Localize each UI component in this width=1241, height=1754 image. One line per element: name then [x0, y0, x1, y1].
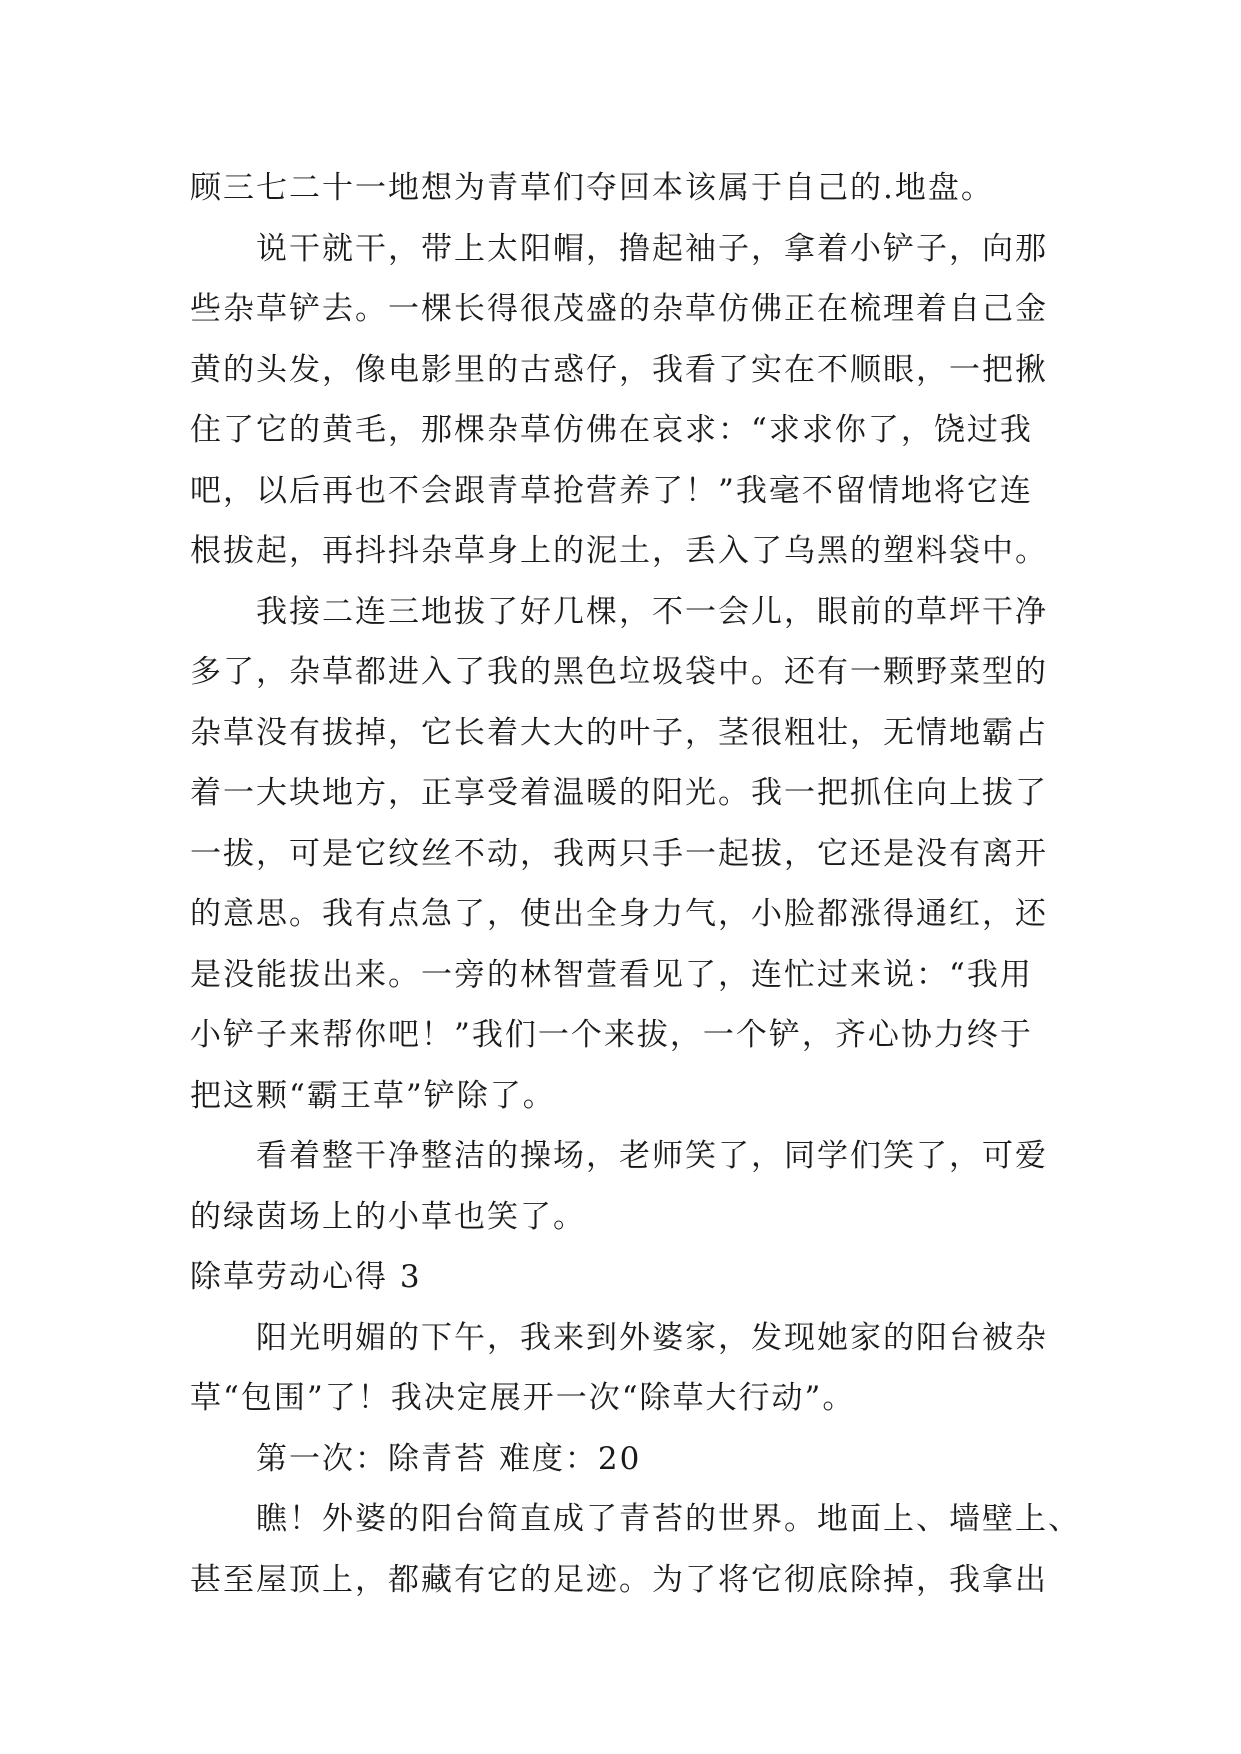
text-line: 黄的头发，像电影里的古惑仔，我看了实在不顺眼，一把揪 [190, 351, 1048, 388]
text-line: 住了它的黄毛，那棵杂草仿佛在哀求：“求求你了，饶过我 [190, 412, 1033, 448]
text-line: 的绿茵场上的小草也笑了。 [190, 1198, 586, 1235]
section-heading: 除草劳动心得 3 [190, 1259, 422, 1295]
text-line: 把这颗“霸王草”铲除了。 [190, 1077, 556, 1114]
text-line: 吧，以后再也不会跟青草抢营养了！”我毫不留情地将它连 [190, 472, 1033, 509]
text-line: 顾三七二十一地想为青草们夺回本该属于自己的.地盘。 [190, 170, 994, 206]
paragraph-start-line: 我接二连三地拔了好几棵，不一会儿，眼前的草坪干净 [256, 593, 1048, 630]
text-line: 是没能拔出来。一旁的林智萱看见了，连忙过来说：“我用 [190, 956, 1033, 993]
text-line: 着一大块地方，正享受着温暖的阳光。我一把抓住向上拔了 [190, 775, 1048, 811]
text-line: 小铲子来帮你吧！”我们一个来拔，一个铲，齐心协力终于 [190, 1017, 1033, 1053]
subheading-line: 第一次：除青苔 难度：20 [256, 1440, 642, 1477]
body-text [190, 158, 1081, 1610]
text-line: 一拔，可是它纹丝不动，我两只手一起拔，它还是没有离开 [190, 835, 1048, 872]
text-line: 杂草没有拔掉，它长着大大的叶子，茎很粗壮，无情地霸占 [190, 714, 1048, 751]
text-line: 草“包围”了！我决定展开一次“除草大行动”。 [190, 1380, 856, 1416]
text-line: 的意思。我有点急了，使出全身力气，小脸都涨得通红，还 [190, 896, 1048, 932]
text-line: 些杂草铲去。一棵长得很茂盛的杂草仿佛正在梳理着自己金 [190, 291, 1048, 327]
text-line: 多了，杂草都进入了我的黑色垃圾袋中。还有一颗野菜型的 [190, 654, 1048, 690]
paragraph-start-line: 瞧！外婆的阳台简直成了青苔的世界。地面上、墙壁上、 [256, 1501, 1081, 1537]
paragraph-start-line: 说干就干，带上太阳帽，撸起袖子，拿着小铲子，向那 [256, 230, 1048, 267]
text-line: 甚至屋顶上，都藏有它的足迹。为了将它彻底除掉，我拿出 [190, 1561, 1048, 1598]
paragraph-start-line: 阳光明媚的下午，我来到外婆家，发现她家的阳台被杂 [256, 1319, 1048, 1356]
paragraph-start-line: 看着整干净整洁的操场，老师笑了，同学们笑了，可爱 [256, 1138, 1048, 1174]
text-line: 根拔起，再抖抖杂草身上的泥土，丢入了乌黑的塑料袋中。 [190, 533, 1048, 569]
